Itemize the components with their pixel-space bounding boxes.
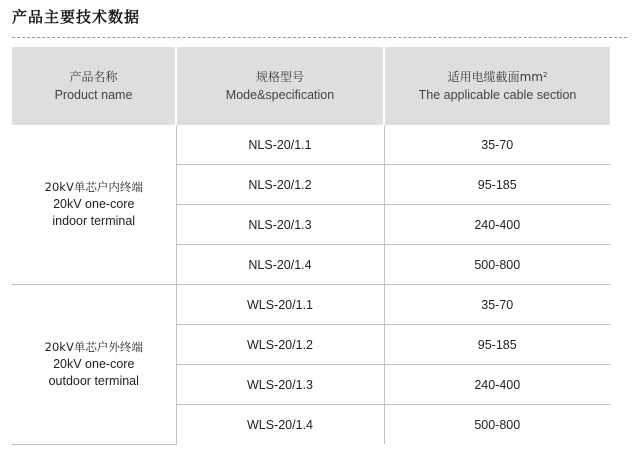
model-cell: WLS-20/1.1: [176, 285, 384, 325]
product-name-en-line2: outdoor terminal: [48, 373, 139, 388]
header-product-name-en: Product name: [54, 87, 133, 102]
header-cable-section-cn: [385, 69, 610, 86]
section-cell: 95-185: [384, 325, 610, 365]
model-cell: WLS-20/1.4: [176, 405, 384, 445]
header-cable-section: [384, 47, 610, 125]
model-cell: NLS-20/1.1: [176, 125, 384, 165]
section-cell: 35-70: [384, 125, 610, 165]
section-cell: 240-400: [384, 205, 610, 245]
product-name-cn: 20kV单芯户外终端: [44, 339, 143, 354]
header-model: [176, 47, 384, 125]
spec-table: [12, 47, 610, 445]
header-model-en: Mode&specification: [225, 87, 335, 102]
table-header-row: [12, 47, 610, 125]
model-cell: NLS-20/1.3: [176, 205, 384, 245]
product-name-en-line2: indoor terminal: [52, 214, 136, 228]
header-cable-section-cn-text: 适用电缆截面mm: [447, 69, 543, 84]
model-cell: WLS-20/1.3: [176, 365, 384, 405]
header-cable-section-en: The applicable cable section: [418, 87, 577, 102]
product-name-cell-indoor: [12, 125, 176, 285]
section-title: 产品主要技术数据: [12, 8, 141, 26]
title-divider: [12, 37, 627, 38]
product-name-cn: 20kV单芯户内终端: [44, 180, 143, 194]
model-cell: NLS-20/1.2: [176, 165, 384, 205]
section-cell: 95-185: [384, 165, 610, 205]
product-name-en-line1: 20kV one-core: [53, 197, 135, 211]
section-cell: 240-400: [384, 365, 610, 405]
header-product-name: [12, 47, 176, 125]
header-product-name-cn: 产品名称: [69, 69, 118, 84]
model-cell: WLS-20/1.2: [176, 325, 384, 365]
product-name-cell-outdoor: [12, 285, 176, 445]
header-model-cn: 规格型号: [255, 69, 304, 84]
unit-superscript: 2: [542, 70, 548, 79]
model-cell: NLS-20/1.4: [176, 245, 384, 285]
section-cell: 35-70: [384, 285, 610, 325]
product-name-en-line1: 20kV one-core: [53, 356, 135, 371]
section-cell: 500-800: [384, 245, 610, 285]
table-row: [12, 125, 610, 165]
table-row: [12, 285, 610, 325]
section-cell: 500-800: [384, 405, 610, 445]
